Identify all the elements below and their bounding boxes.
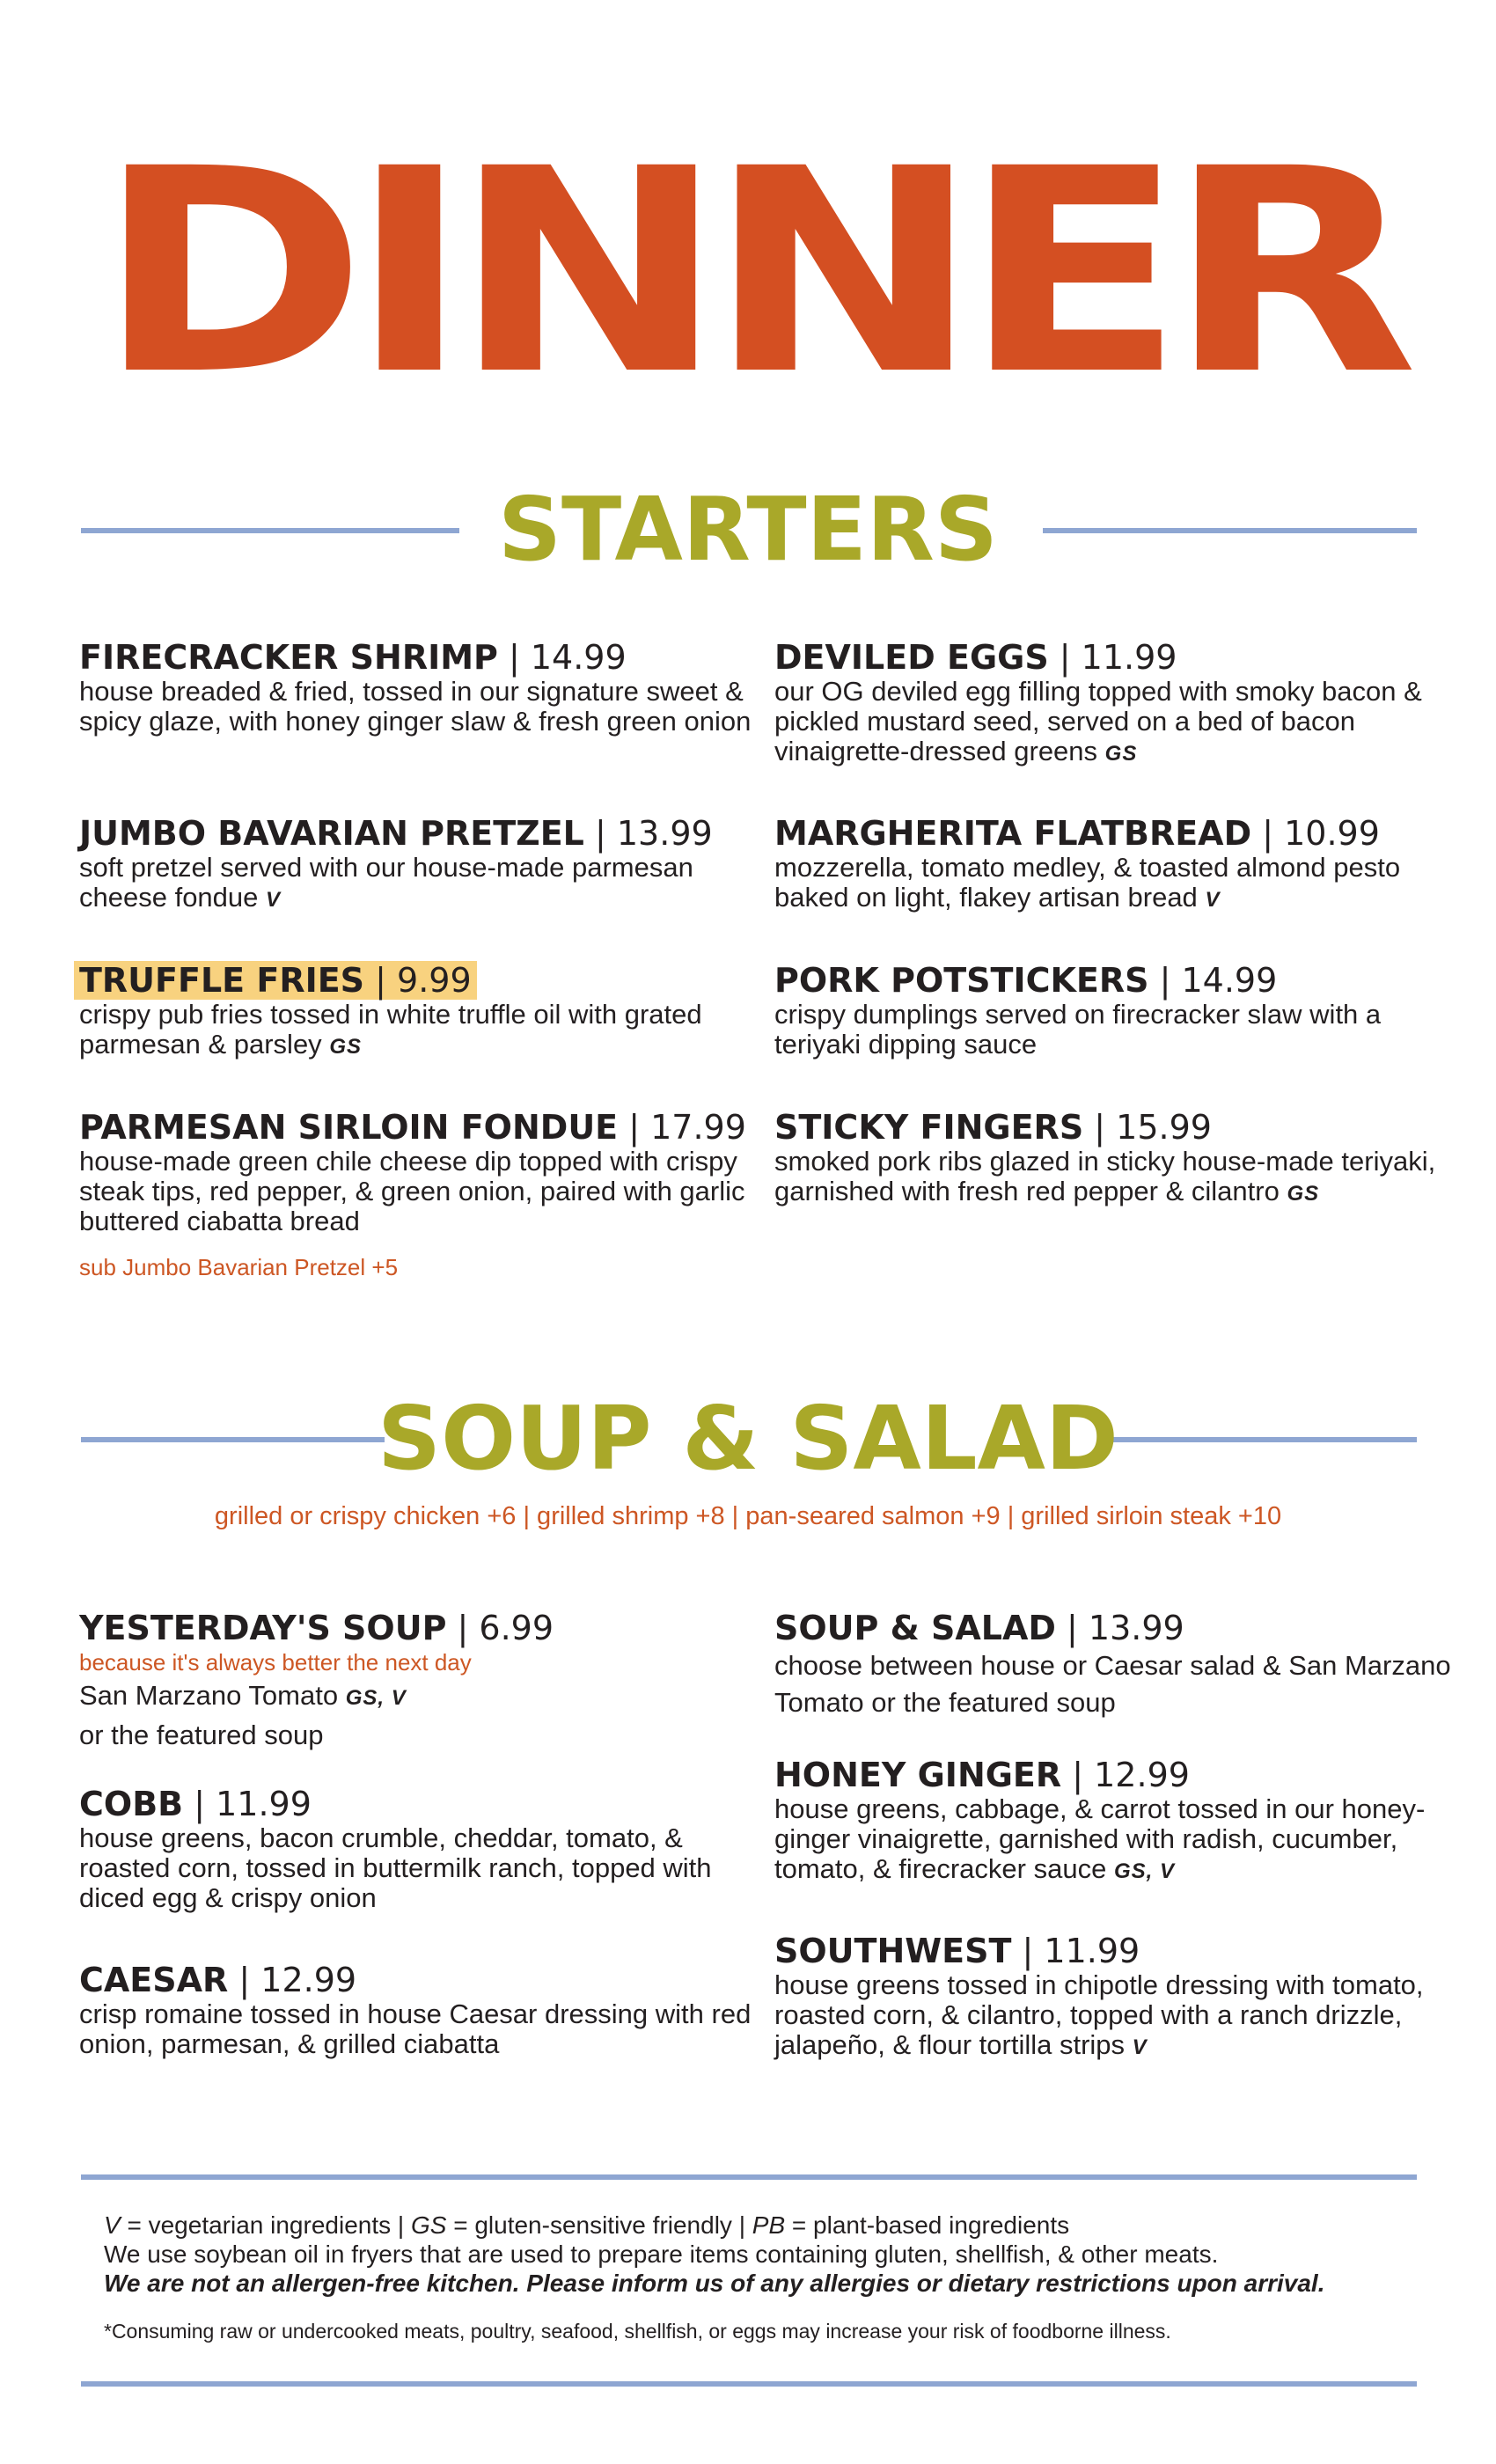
item-price: | 12.99 [238, 1961, 357, 1999]
dietary-tag: GS [1287, 1182, 1320, 1206]
item-description: choose between house or Caesar salad & San Marzano Tomato or the featured soup [774, 1650, 1451, 1718]
item-name: MARGHERITA FLATBREAD [774, 814, 1252, 853]
starters-heading: STARTERS [498, 478, 998, 581]
item-name: COBB [79, 1785, 184, 1823]
item-price: | 9.99 [375, 961, 472, 1000]
item-price: | 10.99 [1262, 814, 1380, 853]
item-description: house greens, cabbage, & carrot tossed in our honey-ginger vinaigrette, garnished with radish, cucumber, tomato, & firecracker sauce GS, V [774, 1793, 1426, 1884]
item-price: | 11.99 [1022, 1932, 1140, 1970]
menu-item [774, 814, 1461, 915]
item-name: CAESAR [79, 1961, 229, 1999]
item-description: mozzerella, tomato medley, & toasted almond pesto baked on light, flakey artisan bread V [774, 852, 1401, 913]
dietary-tag: V [1132, 2035, 1148, 2059]
item-name: PORK POTSTICKERS [774, 961, 1149, 1000]
item-description: house greens tossed in chipotle dressing with tomato, roasted corn, & cilantro, topped with a ranch drizzle, jalapeño, & flour tortilla strips V [774, 1969, 1424, 2060]
item-price: | 14.99 [1159, 961, 1278, 1000]
item-name: JUMBO BAVARIAN PRETZEL [79, 814, 584, 853]
item-name: HONEY GINGER [774, 1756, 1062, 1794]
item-price: | 17.99 [628, 1108, 746, 1147]
dietary-tag: V [1205, 888, 1221, 912]
item-description: crisp romaine tossed in house Caesar dressing with red onion, parmesan, & grilled ciabatta [79, 1998, 752, 2059]
item-name: YESTERDAY'S SOUP [79, 1609, 447, 1647]
item-description: house breaded & fried, tossed in our signature sweet & spicy glaze, with honey ginger slaw & fresh green onion [79, 676, 752, 737]
menu-item [79, 1785, 766, 1913]
menu-item [774, 961, 1461, 1060]
item-name: TRUFFLE FRIES [79, 961, 365, 1000]
item-description: crispy dumplings served on firecracker slaw with a teriyaki dipping sauce [774, 999, 1382, 1060]
protein-addons: grilled or crispy chicken +6 | grilled shrimp +8 | pan-seared salmon +9 | grilled sirloin steak +10 [214, 1502, 1282, 1530]
dietary-tag: V [266, 888, 282, 912]
menu-item [774, 1609, 1461, 1721]
menu-item [774, 1932, 1461, 2063]
footer-rule-top [81, 2174, 1417, 2180]
soup-salad-heading: SOUP & SALAD [378, 1387, 1118, 1490]
fryer-oil-note: We use soybean oil in fryers that are used to prepare items containing gluten, shellfish, & other meats. [104, 2240, 1219, 2268]
item-name: STICKY FINGERS [774, 1108, 1084, 1147]
menu-item [79, 638, 766, 737]
footer-rule-bottom [81, 2381, 1417, 2387]
dietary-tag: GS, V [345, 1686, 407, 1710]
allergen-footer [104, 2211, 1424, 2346]
allergen-warning: We are not an allergen-free kitchen. Please inform us of any allergies or dietary restrictions upon arrival. [104, 2270, 1325, 2297]
item-price: | 11.99 [194, 1785, 312, 1823]
item-name: DEVILED EGGS [774, 638, 1049, 677]
item-name: PARMESAN SIRLOIN FONDUE [79, 1108, 619, 1147]
menu-item [79, 1108, 766, 1281]
item-price: | 13.99 [1067, 1609, 1184, 1647]
menu-item [79, 1961, 766, 2059]
dietary-legend: V = vegetarian ingredients | GS = gluten-sensitive friendly | PB = plant-based ingredients [104, 2211, 1070, 2239]
dietary-tag: GS, V [1113, 1859, 1175, 1883]
item-price: | 15.99 [1094, 1108, 1212, 1147]
item-description: San Marzano Tomato GS, V or the featured soup [79, 1680, 407, 1750]
item-description: crispy pub fries tossed in white truffle oil with grated parmesan & parsley GS [79, 999, 702, 1060]
menu-item [79, 961, 766, 1062]
item-price: | 14.99 [508, 638, 627, 677]
menu-title: DINNER [96, 109, 1400, 436]
item-description: house-made green chile cheese dip topped with crispy steak tips, red pepper, & green onion, paired with garlic buttered ciabatta bread [79, 1146, 745, 1236]
item-description: house greens, bacon crumble, cheddar, tomato, & roasted corn, tossed in buttermilk ranch, topped with diced egg & crispy onion [79, 1822, 712, 1913]
dietary-tag: GS [1104, 742, 1138, 766]
menu-item [79, 814, 766, 915]
item-price: | 11.99 [1059, 638, 1177, 677]
item-price: | 6.99 [457, 1609, 554, 1647]
menu-item [79, 1609, 766, 1754]
highlighted-item-title [74, 961, 477, 1000]
item-upgrade-note: sub Jumbo Bavarian Pretzel +5 [79, 1254, 399, 1280]
foodborne-illness-disclaimer: *Consuming raw or undercooked meats, poultry, seafood, shellfish, or eggs may increase your risk of foodborne illness. [104, 2320, 1171, 2343]
item-description: soft pretzel served with our house-made parmesan cheese fondue V [79, 852, 693, 913]
item-description: our OG deviled egg filling topped with smoky bacon & pickled mustard seed, served on a bed of bacon vinaigrette-dressed greens GS [774, 676, 1422, 766]
item-price: | 13.99 [595, 814, 713, 853]
item-description: smoked pork ribs glazed in sticky house-made teriyaki, garnished with fresh red pepper & cilantro GS [774, 1146, 1436, 1206]
item-name: SOUP & SALAD [774, 1609, 1056, 1647]
item-name: SOUTHWEST [774, 1932, 1012, 1970]
item-tagline: because it's always better the next day [79, 1649, 472, 1676]
menu-item [774, 1756, 1461, 1887]
item-price: | 12.99 [1072, 1756, 1190, 1794]
menu-item [774, 1108, 1461, 1209]
dietary-tag: GS [329, 1035, 362, 1059]
menu-item [774, 638, 1461, 769]
item-name: FIRECRACKER SHRIMP [79, 638, 498, 677]
